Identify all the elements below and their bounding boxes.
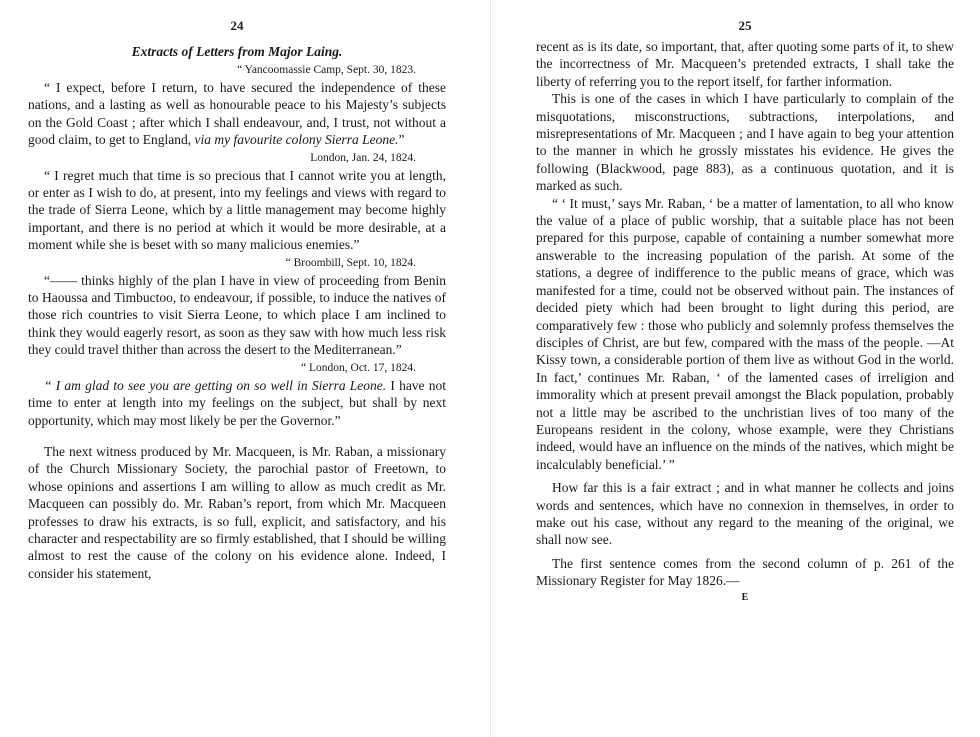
body-paragraph: The first sentence comes from the second column of p. 261 of the Missionary Register for May 1826.— <box>536 555 954 589</box>
quotation-paragraph: “ ‘ It must,’ says Mr. Raban, ‘ be a matter of lamentation, to all who know the value of a place of public worship, that a suitable place has not been prepared for this purpose, capable of containing a number somewhat more answerable to the increasing population of the parish. At some of the stations, a degree of indifference to the public means of grace, which was manifested for a time, could not be observed without pain. The instances of decided piety which had been brought to light during this period, are comparatively few : those who publicly and solemnly profess themselves the disciples of Christ, are but few, compared with the mass of the people. —At Kissy town, a considerable portion of them live as without God in the world. In fact,’ continues Mr. Raban, ‘ of the lamented cases of irreligion and immorality which at present prevail amongst the Black population, probably not a little may be ascribed to the unchristian lives of too many of the Europeans resident in the colony, whose example, were they Christians indeed, would have an influence on the minds of the natives, which might be incalculably beneficial.’ ” <box>536 195 954 472</box>
left-page <box>28 0 446 737</box>
page-number: 25 <box>738 18 752 33</box>
letter-dateline: London, Jan. 24, 1824. <box>310 151 416 164</box>
body-paragraph: This is one of the cases in which I have particularly to complain of the misquotations, misconstructions, subtractions, interpolations, and misrepresentations of Mr. Macqueen ; and I have again to beg your attention to the manner in which he grossly misstates his evidence. He gives the following (Blackwood, page 883), as a continuous quotation, and it is marked as such. <box>536 91 954 194</box>
gutter <box>490 0 491 737</box>
right-page <box>536 0 954 737</box>
letter-paragraph: “ I expect, before I return, to have secured the independence of these nations, and a lasting as well as honourable peace to his Majesty’s subjects on the Gold Coast ; after which I shall endeavour, and, I trust, not without a good claim, to get to England, via my favourite colony Sierra Leone.” <box>28 80 446 148</box>
letter-dateline: “ London, Oct. 17, 1824. <box>301 361 416 374</box>
body-paragraph: The next witness produced by Mr. Macqueen, is Mr. Raban, a missionary of the Church Missionary Society, the parochial pastor of Freetown, to whose opinions and assertions I am willing to allow as much credit as Mr. Macqueen can possibly do. Mr. Raban’s report, from which Mr. Macqueen professes to draw his extracts, is so full, explicit, and satisfactory, and his character and respectability are so firmly established, that I should be willing almost to rest the cause of the colony on his evidence alone. Indeed, I consider his statement, <box>28 443 446 581</box>
letter-dateline: “ Broombill, Sept. 10, 1824. <box>285 256 416 269</box>
body-paragraph: recent as is its date, so important, that, after quoting some parts of it, to shew the incorrectness of Mr. Macqueen’s pretended extracts, I shall take the liberty of referring you to the report itself, for farther information. <box>536 39 954 89</box>
letter-paragraph: “ I regret much that time is so precious that I cannot write you at length, or enter as I wish to do, at present, into my feelings and views with regard to the trade of Sierra Leone, which by a little management may become highly important, and there is no period at which it would be more desirable, at a moment while she is beset with so many malicious enemies.” <box>28 167 446 253</box>
body-paragraph: How far this is a fair extract ; and in what manner he collects and joins words and sentences, which have no connexion in themselves, in order to make out his case, without any regard to the meaning of the original, we shall now see. <box>536 480 954 548</box>
page-number: 24 <box>230 18 244 33</box>
signature-mark: E <box>741 591 749 603</box>
letter-paragraph: “ I am glad to see you are getting on so well in Sierra Leone. I have not time to enter at length into my feelings on the subject, but shall by next opportunity, which may most likely be per the Governor.” <box>28 377 447 428</box>
letter-dateline: “ Yancoomassie Camp, Sept. 30, 1823. <box>237 64 416 76</box>
letter-paragraph: “—— thinks highly of the plan I have in view of proceeding from Benin to Haoussa and Timbuctoo, to endeavour, if possible, to induce the natives of those rich countries to visit Sierra Leone, to which place I am inclined to think they would eagerly resort, as soon as they saw with how much less risk they could travel thither than across the desert to the Mediterranean.” <box>28 272 446 358</box>
section-heading: Extracts of Letters from Major Laing. <box>131 44 343 59</box>
